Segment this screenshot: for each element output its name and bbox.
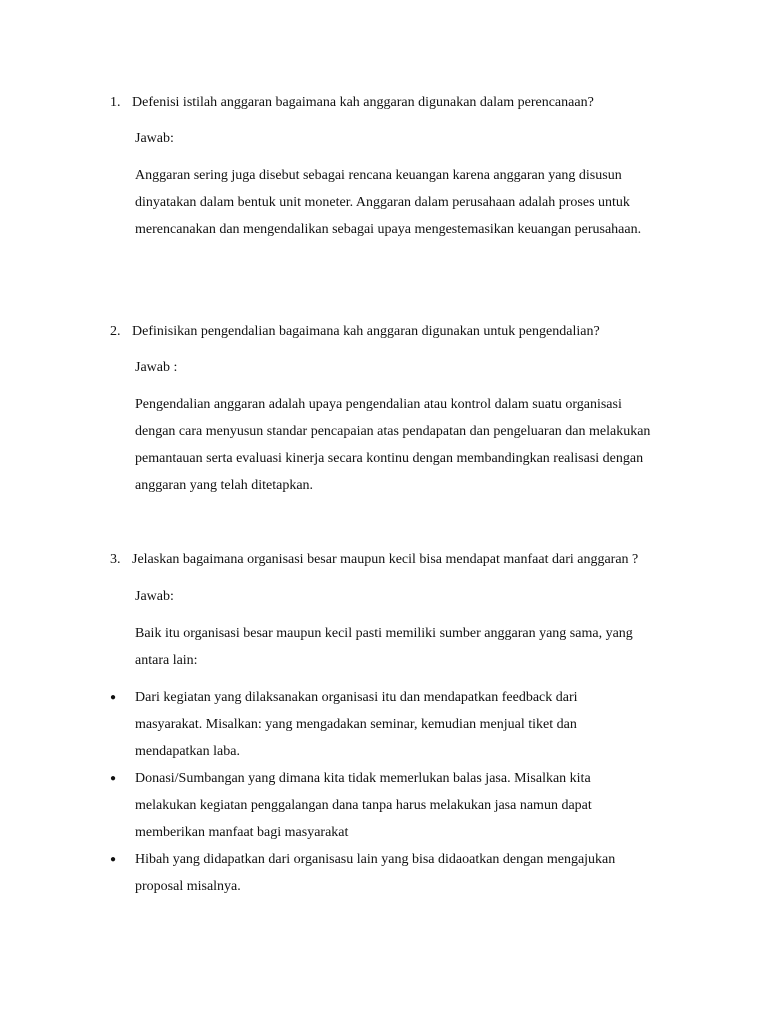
question-2-number: 2. [110,324,121,339]
bullet-dot-icon: ● [110,854,117,865]
question-1-jawab-label: Jawab: [135,131,174,146]
bullet-item-1: Dari kegiatan yang dilaksanakan organisasi itu dan mendapatkan feedback dari masyarakat. Misalkan: yang mengadakan seminar, kemudian menjual tiket dan mendapatkan laba. [135,690,578,759]
question-1-answer: Anggaran sering juga disebut sebagai rencana keuangan karena anggaran yang disusun dinyatakan dalam bentuk unit moneter. Anggaran dalam perusahaan adalah proses untuk merencanakan dan mengendalikan sebagai upaya mengestemasikan keuangan perusahaan. [135,168,642,237]
question-2-answer: Pengendalian anggaran adalah upaya pengendalian atau kontrol dalam suatu organisasi dengan cara menyusun standar pencapaian atas pendapatan dan pengeluaran dan melakukan pemantauan serta evaluasi kinerja secara kontinu dengan membandingkan realisasi dengan anggaran yang telah ditetapkan. [135,397,651,493]
question-1-number: 1. [110,95,121,110]
question-1-text: Defenisi istilah anggaran bagaimana kah anggaran digunakan dalam perencanaan? [132,95,594,110]
bullet-dot-icon: ● [110,773,117,784]
question-2-text: Definisikan pengendalian bagaimana kah anggaran digunakan untuk pengendalian? [132,324,600,339]
question-3-number: 3. [110,552,121,567]
bullet-dot-icon: ● [110,692,117,703]
question-3-answer: Baik itu organisasi besar maupun kecil pasti memiliki sumber anggaran yang sama, yang antara lain: [135,626,633,668]
question-3-text: Jelaskan bagaimana organisasi besar maupun kecil bisa mendapat manfaat dari anggaran ? [132,552,639,567]
question-2-jawab-label: Jawab : [135,360,178,375]
question-3-jawab-label: Jawab: [135,589,174,604]
bullet-item-3: Hibah yang didapatkan dari organisasu lain yang bisa didaoatkan dengan mengajukan proposal misalnya. [135,852,616,894]
bullet-item-2: Donasi/Sumbangan yang dimana kita tidak memerlukan balas jasa. Misalkan kita melakukan kegiatan penggalangan dana tanpa harus melakukan jasa namun dapat memberikan manfaat bagi masyarakat [135,771,592,840]
